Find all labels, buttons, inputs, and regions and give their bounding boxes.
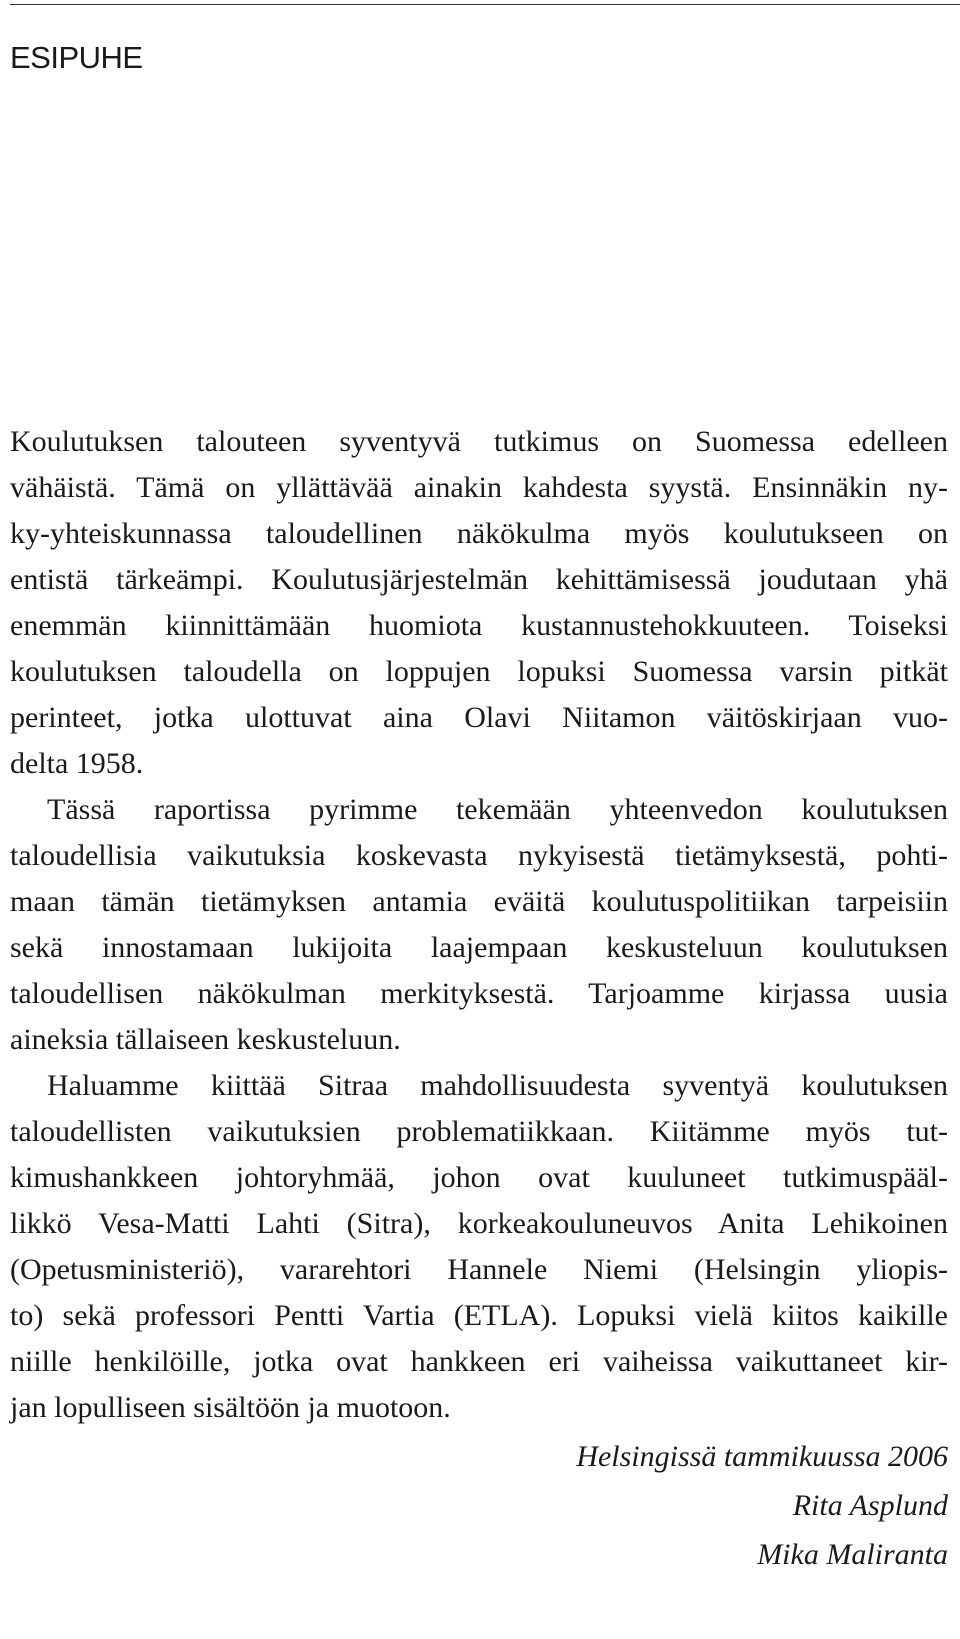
signature-place-date: Helsingissä tammikuussa 2006 xyxy=(576,1440,948,1473)
paragraph-2 xyxy=(10,787,948,1063)
text-line: Tässä raportissa pyrimme tekemään yhteenvedon koulutuksen xyxy=(47,793,948,826)
text-line: to) sekä professori Pentti Vartia (ETLA). Lopuksi vielä kiitos kaikille xyxy=(10,1299,948,1332)
signature-author: Mika Maliranta xyxy=(757,1538,948,1571)
text-line: entistä tärkeämpi. Koulutusjärjestelmän kehittämisessä joudutaan yhä xyxy=(10,563,948,596)
text-line: ky-yhteiskunnassa taloudellinen näkökulma myös koulutukseen on xyxy=(10,517,948,550)
text-line: koulutuksen taloudella on loppujen lopuksi Suomessa varsin pitkät xyxy=(10,655,948,688)
text-line: kimushankkeen johtoryhmää, johon ovat kuuluneet tutkimuspääl- xyxy=(10,1161,948,1194)
signature-author: Rita Asplund xyxy=(792,1489,948,1522)
text-line: sekä innostamaan lukijoita laajempaan keskusteluun koulutuksen xyxy=(10,931,948,964)
text-line: perinteet, jotka ulottuvat aina Olavi Niitamon väitöskirjaan vuo- xyxy=(10,701,948,734)
text-line: Haluamme kiittää Sitraa mahdollisuudesta syventyä koulutuksen xyxy=(47,1069,948,1102)
paragraph-1 xyxy=(10,419,948,787)
text-line: aineksia tällaiseen keskusteluun. xyxy=(10,1023,401,1056)
text-line: maan tämän tietämyksen antamia eväitä koulutuspolitiikan tarpeisiin xyxy=(10,885,948,918)
top-rule xyxy=(10,4,960,5)
text-line: delta 1958. xyxy=(10,747,144,780)
text-line: Koulutuksen talouteen syventyvä tutkimus on Suomessa edelleen xyxy=(10,425,948,458)
preface-body xyxy=(10,419,948,1431)
text-line: (Opetusministeriö), vararehtori Hannele Niemi (Helsingin yliopis- xyxy=(10,1253,948,1286)
text-line: likkö Vesa-Matti Lahti (Sitra), korkeakouluneuvos Anita Lehikoinen xyxy=(10,1207,948,1240)
text-line: taloudellisten vaikutuksien problematiikkaan. Kiitämme myös tut- xyxy=(10,1115,948,1148)
signature-block xyxy=(576,1432,948,1579)
text-line: enemmän kiinnittämään huomiota kustannustehokkuuteen. Toiseksi xyxy=(10,609,948,642)
page-title: ESIPUHE xyxy=(10,40,143,75)
text-line: vähäistä. Tämä on yllättävää ainakin kahdesta syystä. Ensinnäkin ny- xyxy=(10,471,948,504)
text-line: jan lopulliseen sisältöön ja muotoon. xyxy=(10,1391,451,1424)
text-line: niille henkilöille, jotka ovat hankkeen eri vaiheissa vaikuttaneet kir- xyxy=(10,1345,948,1378)
paragraph-3 xyxy=(10,1063,948,1431)
text-line: taloudellisen näkökulman merkityksestä. Tarjoamme kirjassa uusia xyxy=(10,977,948,1010)
text-line: taloudellisia vaikutuksia koskevasta nykyisestä tietämyksestä, pohti- xyxy=(10,839,948,872)
